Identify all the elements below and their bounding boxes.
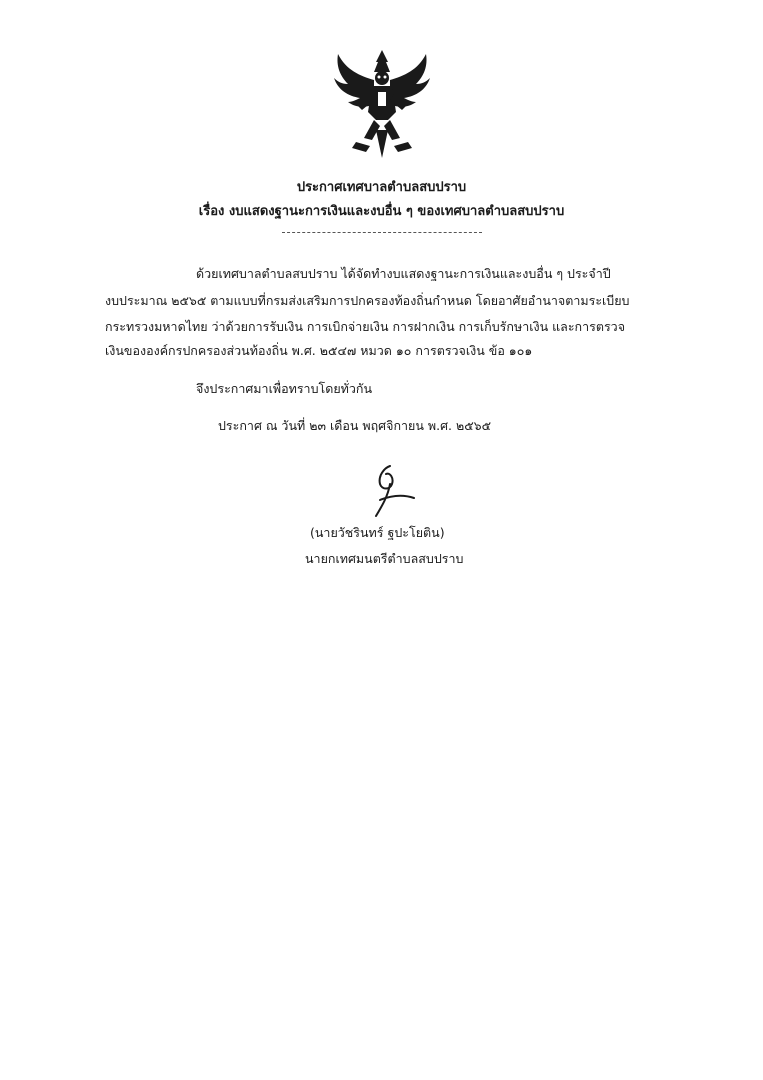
body-paragraph-line: งบประมาณ ๒๕๖๕ ตามแบบที่กรมส่งเสริมการปกครองท้องถิ่นกำหนด โดยอาศัยอำนาจตามระเบียบ: [105, 293, 630, 308]
announcement-title: ประกาศเทศบาลตำบลสบปราบ: [296, 180, 467, 195]
handwritten-signature-icon: [360, 462, 420, 520]
body-paragraph-line: กระทรวงมหาดไทย ว่าด้วยการรับเงิน การเบิกจ่ายเงิน การฝากเงิน การเก็บรักษาเงิน และการตรวจ: [105, 319, 626, 334]
body-paragraph-line: เงินขององค์กรปกครองส่วนท้องถิ่น พ.ศ. ๒๕๔๗ หมวด ๑๐ การตรวจเงิน ข้อ ๑๐๑: [105, 343, 533, 358]
announcement-subject: เรื่อง งบแสดงฐานะการเงินและงบอื่น ๆ ของเทศบาลตำบลสบปราบ: [198, 204, 565, 219]
signatory-name: (นายวัชรินทร์ ฐปะโยติน): [310, 525, 445, 540]
announcement-date: ประกาศ ณ วันที่ ๒๓ เดือน พฤศจิกายน พ.ศ. ๒๕๖๕: [218, 418, 492, 433]
closing-statement: จึงประกาศมาเพื่อทราบโดยทั่วกัน: [196, 381, 373, 396]
body-paragraph-line: ด้วยเทศบาลตำบลสบปราบ ได้จัดทำงบแสดงฐานะการเงินและงบอื่น ๆ ประจำปี: [196, 266, 611, 281]
garuda-emblem-icon: [330, 46, 434, 160]
signatory-position: นายกเทศมนตรีตำบลสบปราบ: [305, 551, 464, 566]
title-divider: [282, 232, 482, 233]
